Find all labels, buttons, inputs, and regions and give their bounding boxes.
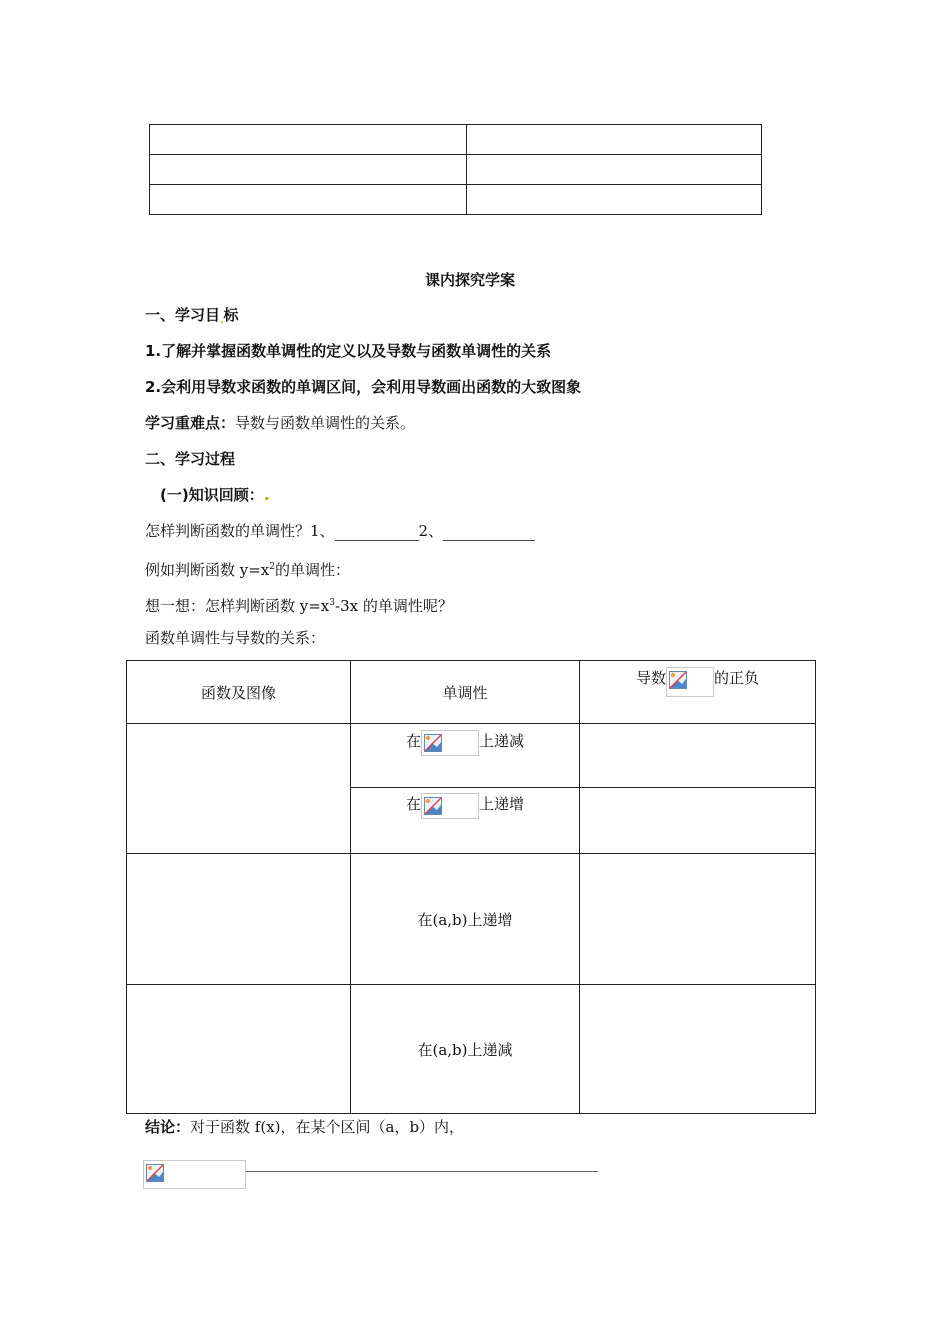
section1-title: 一、学习目$_.$标 — [145, 306, 239, 326]
section2-title: 二、学习过程 — [145, 450, 236, 468]
question-1: 怎样判断函数的单调性？1、 2、 — [145, 521, 535, 541]
broken-image-icon — [424, 734, 442, 752]
conclusion — [145, 1117, 464, 1137]
goal-1: 1.了解并掌握函数单调性的定义以及导数与函数单调性的关系 — [145, 342, 552, 360]
header-monotonicity: 单调性 — [351, 661, 580, 724]
table-row — [150, 155, 762, 185]
top-empty-table — [149, 124, 762, 215]
broken-image-icon — [669, 671, 687, 689]
interval-image — [421, 730, 479, 756]
dot-mark: . — [220, 316, 224, 326]
table-row — [127, 854, 816, 985]
formula-image — [666, 667, 714, 697]
derivative-sign-cell — [580, 724, 816, 788]
derivative-sign-cell — [580, 985, 816, 1114]
function-graph-cell — [127, 854, 351, 985]
table-row — [150, 125, 762, 155]
goal-2: 2.会利用导数求函数的单调区间，会利用导数画出函数的大致图象 — [145, 378, 582, 396]
key-points-label: 学习重难点： — [145, 414, 236, 432]
question-4: 函数单调性与导数的关系： — [145, 629, 326, 647]
header-derivative-sign: 导数 的正负 — [580, 661, 816, 724]
question-3: 想一想：怎样判断函数 $y=x^3-3x$ 的单调性呢？ — [145, 597, 453, 615]
derivative-sign-cell — [580, 854, 816, 985]
monotonicity-cell: 在(a,b)上递增 — [351, 854, 580, 985]
monotonicity-cell: 在(a,b)上递减 — [351, 985, 580, 1114]
function-graph-cell — [127, 985, 351, 1114]
monotonicity-cell: 在 上递减 — [351, 724, 580, 788]
conclusion-image — [143, 1160, 246, 1189]
conclusion-text: 对于函数 f(x)，在某个区间（a，b）内， — [190, 1118, 465, 1136]
broken-image-icon — [424, 797, 442, 815]
table-row — [150, 185, 762, 215]
function-graph-cell — [127, 724, 351, 854]
conclusion-label: 结论： — [145, 1118, 191, 1136]
table-header-row — [127, 661, 816, 724]
key-points-text: 导数与函数单调性的关系。 — [235, 414, 416, 432]
dot-mark: . — [263, 485, 270, 504]
knowledge-review-title: (一)知识回顾：. — [160, 485, 270, 504]
key-points — [145, 413, 415, 433]
monotonicity-cell: 在 上递增 — [351, 788, 580, 854]
page-title: 课内探究学案 — [425, 271, 516, 289]
header-function-graph: 函数及图像 — [127, 661, 351, 724]
answer-blank-1[interactable] — [335, 524, 419, 541]
table-row — [127, 985, 816, 1114]
monotonicity-derivative-table — [126, 660, 816, 1114]
broken-image-icon — [146, 1164, 164, 1182]
table-row — [127, 724, 816, 788]
conclusion-answer-line[interactable] — [246, 1171, 598, 1172]
question-2: 例如判断函数 $y=x^2$的单调性： — [145, 561, 351, 579]
derivative-sign-cell — [580, 788, 816, 854]
interval-image — [421, 793, 479, 819]
answer-blank-2[interactable] — [443, 524, 535, 541]
